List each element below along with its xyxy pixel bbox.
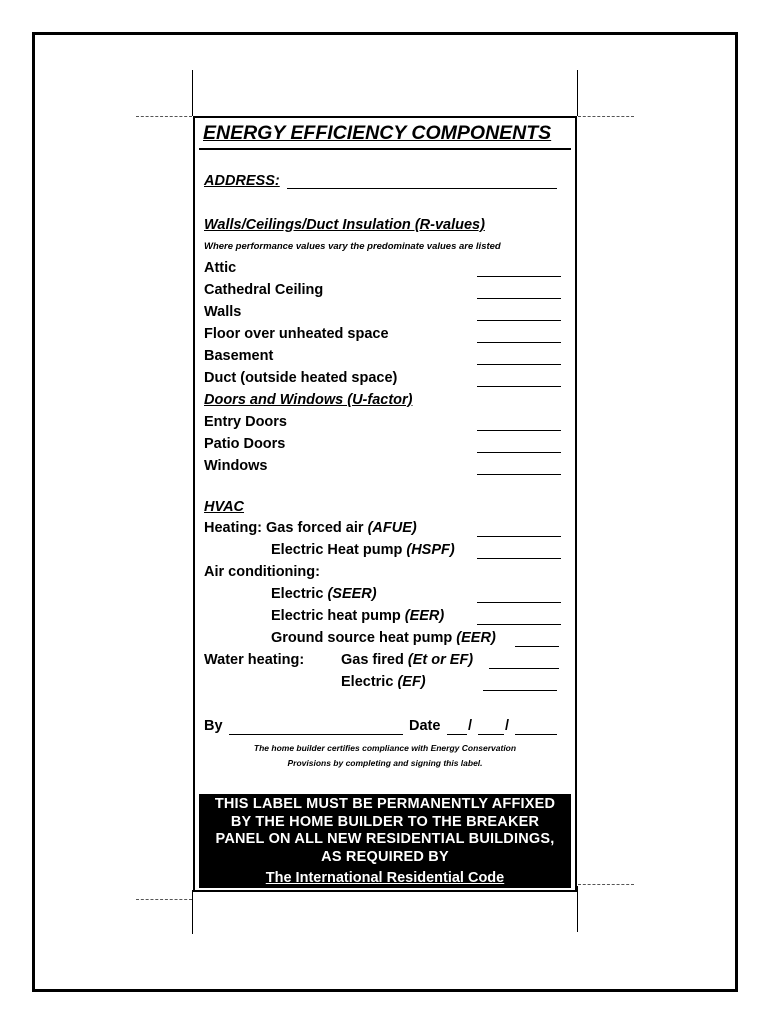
crop-mark-top-right	[577, 70, 578, 116]
windows-field[interactable]	[477, 474, 561, 475]
heating-unit: (AFUE)	[367, 520, 417, 536]
date-month-field[interactable]	[447, 734, 467, 735]
duct-field[interactable]	[477, 386, 561, 387]
patio-doors-field[interactable]	[477, 452, 561, 453]
entry-doors-label: Entry Doors	[204, 414, 287, 430]
label-title: ENERGY EFFICIENCY COMPONENTS	[203, 122, 552, 144]
hvac-heading: HVAC	[204, 499, 245, 515]
date-sep-2: /	[505, 718, 510, 734]
doors-windows-heading: Doors and Windows (U-factor)	[204, 392, 413, 408]
certify-line-2: Provisions by completing and signing this label.	[287, 758, 483, 768]
water-gas-label	[341, 652, 473, 668]
crop-mark-bottom-right-dash	[578, 884, 634, 885]
warning-line-1: THIS LABEL MUST BE PERMANENTLY AFFIXED	[214, 796, 556, 812]
code-reference: The International Residential Code	[265, 870, 505, 886]
heat-pump-text: Electric Heat pump	[271, 542, 403, 558]
ac-electric-label	[271, 586, 377, 602]
entry-doors-field[interactable]	[477, 430, 561, 431]
floor-field[interactable]	[477, 342, 561, 343]
warning-line-4: AS REQUIRED BY	[321, 848, 449, 865]
water-electric-text: Electric	[341, 674, 394, 690]
cathedral-ceiling-label: Cathedral Ceiling	[204, 282, 324, 298]
floor-label: Floor over unheated space	[204, 326, 389, 342]
warning-text	[199, 794, 571, 866]
ac-heatpump-label	[271, 608, 444, 624]
water-electric-field[interactable]	[483, 690, 557, 691]
warning-line-3: PANEL ON ALL NEW RESIDENTIAL BUILDINGS,	[215, 831, 555, 847]
ac-heatpump-field[interactable]	[477, 624, 561, 625]
windows-label: Windows	[204, 458, 268, 474]
heating-label	[204, 520, 417, 536]
crop-mark-top-left	[192, 70, 193, 116]
attic-label: Attic	[204, 260, 237, 276]
ac-ground-text: Ground source heat pump	[271, 630, 453, 646]
water-electric-unit: (EF)	[397, 674, 426, 690]
heat-pump-field[interactable]	[477, 558, 561, 559]
crop-mark-top-left-dash	[136, 116, 192, 117]
by-label: By	[204, 718, 223, 734]
date-sep-1: /	[468, 718, 473, 734]
water-label: Water heating:	[204, 652, 305, 668]
attic-field[interactable]	[477, 276, 561, 277]
heating-field[interactable]	[477, 536, 561, 537]
insulation-note: Where performance values vary the predominate values are listed	[204, 241, 501, 252]
basement-label: Basement	[204, 348, 274, 364]
heat-pump-unit: (HSPF)	[406, 542, 455, 558]
crop-mark-top-right-dash	[578, 116, 634, 117]
signature-field[interactable]	[229, 734, 403, 735]
address-label: ADDRESS:	[204, 173, 280, 189]
ac-electric-text: Electric	[271, 586, 324, 602]
duct-label: Duct (outside heated space)	[204, 370, 398, 386]
certify-line-1: The home builder certifies compliance with Energy Conservation	[253, 743, 517, 753]
insulation-heading: Walls/Ceilings/Duct Insulation (R-values)	[204, 217, 485, 233]
ac-electric-field[interactable]	[477, 602, 561, 603]
ac-ground-label	[271, 630, 496, 646]
basement-field[interactable]	[477, 364, 561, 365]
ac-heatpump-text: Electric heat pump	[271, 608, 401, 624]
energy-label	[193, 116, 577, 892]
title-divider	[199, 148, 571, 150]
date-label: Date	[409, 718, 441, 734]
warning-line-2: BY THE HOME BUILDER TO THE BREAKER	[230, 813, 540, 830]
crop-mark-bottom-left-dash	[136, 899, 192, 900]
water-gas-text: Gas fired	[341, 652, 404, 668]
address-field[interactable]	[287, 188, 557, 189]
certify-text	[195, 741, 575, 771]
date-day-field[interactable]	[478, 734, 504, 735]
walls-label: Walls	[204, 304, 242, 320]
water-electric-label	[341, 674, 426, 690]
water-gas-field[interactable]	[489, 668, 559, 669]
heating-text: Heating: Gas forced air	[204, 520, 364, 536]
ac-label: Air conditioning:	[204, 564, 320, 580]
walls-field[interactable]	[477, 320, 561, 321]
heat-pump-label	[271, 542, 455, 558]
ac-heatpump-unit: (EER)	[404, 608, 445, 624]
cathedral-ceiling-field[interactable]	[477, 298, 561, 299]
ac-ground-field[interactable]	[515, 646, 559, 647]
ac-ground-unit: (EER)	[456, 630, 496, 646]
warning-banner	[199, 794, 571, 888]
water-gas-unit: (Et or EF)	[407, 652, 474, 668]
crop-mark-bottom-right	[577, 886, 578, 932]
crop-mark-bottom-left	[192, 890, 193, 934]
patio-doors-label: Patio Doors	[204, 436, 286, 452]
date-year-field[interactable]	[515, 734, 557, 735]
ac-electric-unit: (SEER)	[327, 586, 377, 602]
